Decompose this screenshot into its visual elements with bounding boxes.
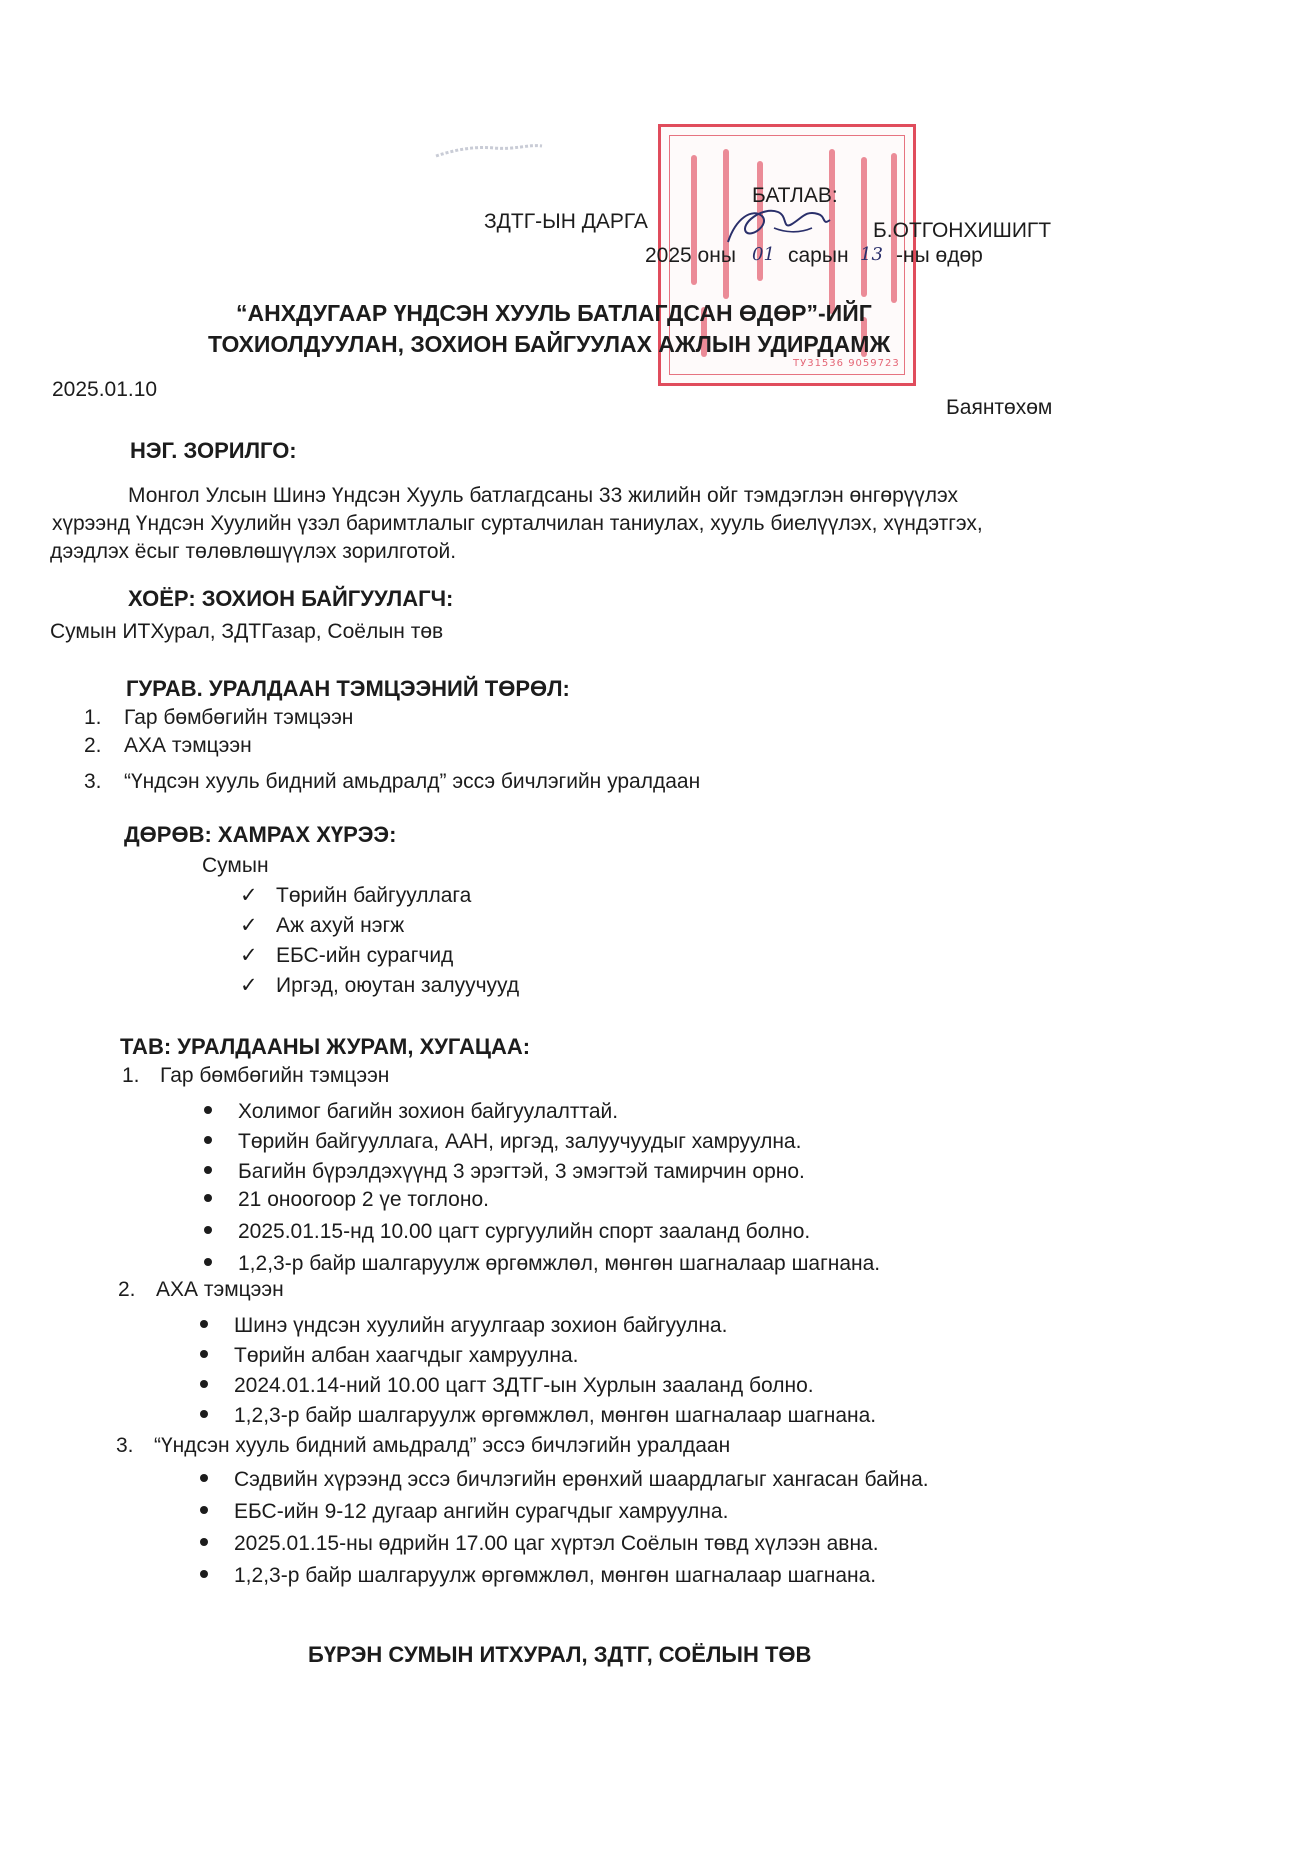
bullet-icon <box>200 1350 208 1358</box>
group-title: “Үндсэн хууль бидний амьдралд” эссэ бичлэгийн уралдаан <box>154 1434 731 1457</box>
procedure-bullet: 2025.01.15-ны өдрийн 17.00 цаг хүртэл Соёлын төвд хүлээн авна. <box>200 1530 879 1558</box>
approval-position: ЗДТГ-ЫН ДАРГА <box>484 210 648 233</box>
item-text: Гар бөмбөгийн тэмцээн <box>124 706 354 729</box>
group-title: АХА тэмцээн <box>156 1278 284 1301</box>
procedure-bullet: Сэдвийн хүрээнд эссэ бичлэгийн ерөнхий шаардлагыг хангасан байна. <box>200 1466 929 1494</box>
procedure-bullet: Төрийн албан хаагчдыг хамруулна. <box>200 1342 578 1370</box>
scan-smudge <box>434 142 544 160</box>
checklist-item: ✓ Төрийн байгууллага <box>240 882 471 910</box>
bullet-icon <box>204 1166 212 1174</box>
group-number: 1. <box>122 1064 140 1087</box>
bullet-icon <box>200 1538 208 1546</box>
procedure-bullet: Шинэ үндсэн хуулийн агуулгаар зохион байгуулна. <box>200 1312 727 1340</box>
document-title-line-2: ТОХИОЛДУУЛАН, ЗОХИОН БАЙГУУЛАХ АЖЛЫН УДИРДАМЖ <box>208 331 891 357</box>
bullet-icon <box>200 1410 208 1418</box>
section-2-heading: ХОЁР: ЗОХИОН БАЙГУУЛАГЧ: <box>128 586 454 611</box>
document-place: Баянтөхөм <box>946 396 1053 419</box>
checklist-item: ✓ Аж ахуй нэгж <box>240 912 404 940</box>
bullet-icon <box>204 1258 212 1266</box>
bullet-icon <box>200 1506 208 1514</box>
checkmark-icon: ✓ <box>240 944 258 967</box>
checklist-item: ✓ Иргэд, оюутан залуучууд <box>240 972 519 1000</box>
section-1-line-3: дээдлэх ёсыг төлөвлөшүүлэх зорилготой. <box>50 540 457 563</box>
document-date: 2025.01.10 <box>52 378 158 401</box>
section-3-item <box>84 732 252 760</box>
procedure-bullet: 21 оноогоор 2 үе тоглоно. <box>204 1186 489 1214</box>
approval-date-day-suffix: -ны өдөр <box>896 244 983 267</box>
procedure-bullet: 1,2,3-р байр шалгаруулж өргөмжлөл, мөнгөн шагналаар шагнана. <box>204 1250 880 1278</box>
group-number: 3. <box>116 1434 134 1457</box>
approval-name: Б.ОТГОНХИШИГТ <box>873 219 1052 242</box>
document-title-line-1: “АНХДУГААР ҮНДСЭН ХУУЛЬ БАТЛАГДСАН ӨДӨР”-ИЙГ <box>236 300 872 326</box>
procedure-group-title <box>116 1432 731 1460</box>
section-5-heading: ТАВ: УРАЛДААНЫ ЖУРАМ, ХУГАЦАА: <box>120 1034 531 1059</box>
item-number: 3. <box>84 770 102 793</box>
approval-date-month: 01 <box>752 244 775 265</box>
section-4-intro: Сумын <box>202 854 269 877</box>
procedure-bullet: ЕБС-ийн 9-12 дугаар ангийн сурагчдыг хамруулна. <box>200 1498 728 1526</box>
checkmark-icon: ✓ <box>240 974 258 997</box>
approval-date-month-suffix: сарын <box>788 244 849 267</box>
section-1-line-1: Монгол Улсын Шинэ Үндсэн Хууль батлагдсаны 33 жилийн ойг тэмдэглэн өнгөрүүлэх <box>128 484 959 507</box>
stamp-code: ТУ31536 9059723 <box>793 358 900 369</box>
section-2-text: Сумын ИТХурал, ЗДТГазар, Соёлын төв <box>50 620 444 643</box>
section-4-heading: ДӨРӨВ: ХАМРАХ ХҮРЭЭ: <box>124 822 397 847</box>
bullet-icon <box>204 1226 212 1234</box>
procedure-bullet: Төрийн байгууллага, ААН, иргэд, залуучуудыг хамруулна. <box>204 1128 801 1156</box>
procedure-bullet: 1,2,3-р байр шалгаруулж өргөмжлөл, мөнгөн шагналаар шагнана. <box>200 1562 876 1590</box>
section-3-item <box>84 768 701 796</box>
checkmark-icon: ✓ <box>240 914 258 937</box>
item-number: 1. <box>84 706 102 729</box>
procedure-bullet: 2024.01.14-ний 10.00 цагт ЗДТГ-ын Хурлын зааланд болно. <box>200 1372 814 1400</box>
section-1-heading: НЭГ. ЗОРИЛГО: <box>130 438 297 463</box>
bullet-icon <box>200 1474 208 1482</box>
bullet-icon <box>200 1570 208 1578</box>
bullet-icon <box>204 1106 212 1114</box>
item-number: 2. <box>84 734 102 757</box>
procedure-bullet: 2025.01.15-нд 10.00 цагт сургуулийн спорт зааланд болно. <box>204 1218 810 1246</box>
section-3-heading: ГУРАВ. УРАЛДААН ТЭМЦЭЭНИЙ ТӨРӨЛ: <box>126 676 570 701</box>
item-text: АХА тэмцээн <box>124 734 252 757</box>
approval-date-day: 13 <box>860 244 883 265</box>
document-footer: БҮРЭН СУМЫН ИТХУРАЛ, ЗДТГ, СОЁЛЫН ТӨВ <box>308 1642 812 1667</box>
bullet-icon <box>200 1380 208 1388</box>
procedure-bullet: Багийн бүрэлдэхүүнд 3 эрэгтэй, 3 эмэгтэй тамирчин орно. <box>204 1158 805 1186</box>
procedure-bullet: Холимог багийн зохион байгуулалттай. <box>204 1098 618 1126</box>
procedure-bullet: 1,2,3-р байр шалгаруулж өргөмжлөл, мөнгөн шагналаар шагнана. <box>200 1402 876 1430</box>
checkmark-icon: ✓ <box>240 884 258 907</box>
bullet-icon <box>204 1136 212 1144</box>
approval-label: БАТЛАВ: <box>752 184 838 207</box>
section-1-line-2: хүрээнд Үндсэн Хуулийн үзэл баримтлалыг сурталчилан таниулах, хууль биелүүлэх, хүндэтгэх, <box>52 512 983 535</box>
bullet-icon <box>200 1320 208 1328</box>
bullet-icon <box>204 1194 212 1202</box>
checklist-item: ✓ ЕБС-ийн сурагчид <box>240 942 453 970</box>
group-title: Гар бөмбөгийн тэмцээн <box>160 1064 390 1087</box>
item-text: “Үндсэн хууль бидний амьдралд” эссэ бичлэгийн уралдаан <box>124 770 701 793</box>
procedure-group-title <box>122 1062 390 1090</box>
approval-date-year: 2025 оны <box>645 244 736 267</box>
section-3-item <box>84 704 354 732</box>
group-number: 2. <box>118 1278 136 1301</box>
procedure-group-title <box>118 1276 284 1304</box>
